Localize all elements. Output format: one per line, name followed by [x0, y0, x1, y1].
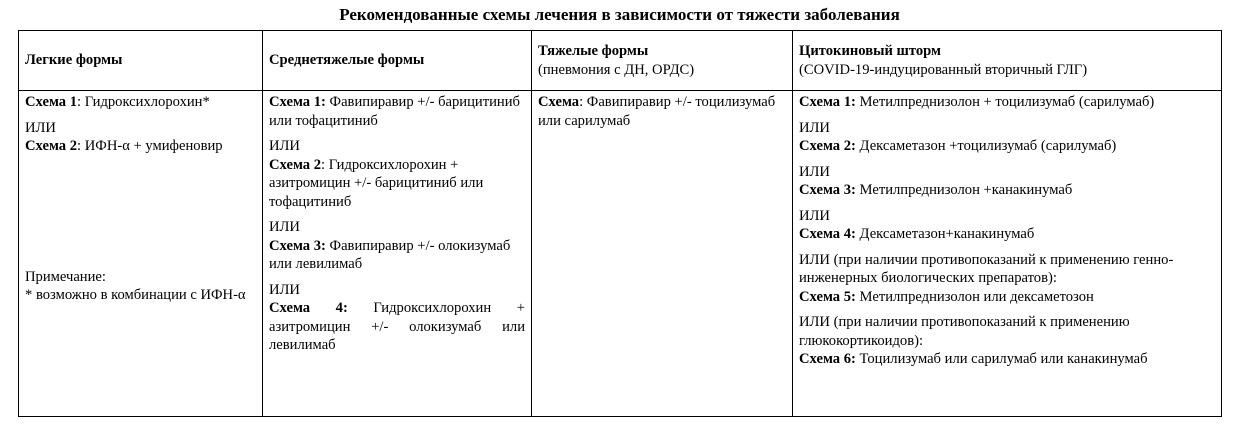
scheme-text: Метилпреднизолон или дексаметозон [855, 288, 1094, 305]
storm-scheme-4 [799, 225, 1215, 244]
or-separator: ИЛИ [269, 138, 300, 154]
page-title: Рекомендованные схемы лечения в зависимости от тяжести заболевания [339, 5, 900, 24]
scheme-label: Схема [538, 94, 580, 110]
scheme-text: Метилпреднизолон +канакинумаб [855, 182, 1073, 198]
storm-scheme-6 [799, 350, 1215, 369]
or-separator: ИЛИ [25, 119, 56, 136]
scheme-label: Схема 3: [799, 182, 856, 198]
mild-scheme-2 [25, 137, 256, 156]
scheme-text: Гидроксихлорохин + азитромицин +/- олокизумаб или левилимаб [269, 300, 525, 353]
cell-mild [19, 91, 263, 417]
cell-cytokine-storm [793, 91, 1222, 417]
header-cytokine-storm [793, 31, 1222, 91]
table-row [19, 91, 1222, 417]
storm-scheme-1 [799, 93, 1215, 112]
header-moderate [263, 31, 532, 91]
severe-scheme [538, 93, 786, 130]
scheme-text: Дексаметазон+канакинумаб [855, 226, 1035, 242]
scheme-label: Схема 2 [269, 156, 322, 173]
scheme-text: Тоцилизумаб или сарилумаб или канакинумаб [855, 351, 1148, 367]
header-storm-subtitle: (COVID-19-индуцированный вторичный ГЛГ) [799, 61, 1088, 78]
table-header-row [19, 31, 1222, 91]
scheme-text: Метилпреднизолон + тоцилизумаб (сарилумаб) [855, 94, 1155, 110]
moderate-scheme-4 [269, 299, 525, 355]
scheme-label: Схема 4: [799, 226, 856, 242]
or-separator: ИЛИ [269, 281, 300, 298]
or-separator: ИЛИ [799, 119, 830, 136]
or-separator: ИЛИ [799, 207, 830, 224]
scheme-label: Схема 1 [25, 94, 78, 110]
scheme-text: : Фавипиравир +/- тоцилизумаб или сарилумаб [538, 94, 776, 129]
header-mild-title: Легкие формы [25, 52, 123, 69]
scheme-label: Схема 1: [269, 94, 326, 110]
moderate-scheme-1 [269, 93, 525, 130]
header-severe-subtitle: (пневмония с ДН, ОРДС) [538, 61, 695, 78]
cell-severe [532, 91, 793, 417]
scheme-text: : Гидроксихлорохин + азитромицин +/- барицитиниб или тофацитиниб [269, 156, 484, 210]
mild-scheme-1 [25, 93, 256, 112]
header-severe-title: Тяжелые формы [538, 43, 649, 59]
scheme-label: Схема 6: [799, 351, 856, 367]
cell-moderate [263, 91, 532, 417]
storm-scheme-5 [799, 288, 1215, 307]
scheme-label: Схема 2 [25, 138, 78, 154]
or-separator-condition: ИЛИ (при наличии противопоказаний к применению глюкокортикоидов): [799, 314, 1130, 349]
scheme-text: Фавипиравир +/- барицитиниб или тофацитиниб [269, 94, 520, 129]
or-separator: ИЛИ [269, 219, 300, 235]
scheme-text: : Гидроксихлорохин* [77, 94, 210, 110]
scheme-label: Схема 1: [799, 94, 856, 110]
note-text: * возможно в комбинации с ИФН-α [25, 287, 246, 303]
moderate-scheme-3 [269, 237, 525, 274]
treatment-regimens-table [18, 30, 1222, 417]
scheme-label: Схема 4: [269, 300, 348, 316]
scheme-label: Схема 5: [799, 288, 856, 305]
scheme-label: Схема 2: [799, 138, 856, 154]
header-severe [532, 31, 793, 91]
header-mild [19, 31, 263, 91]
scheme-text: : ИФН-α + умифеновир [77, 138, 223, 154]
storm-scheme-3 [799, 181, 1215, 200]
header-storm-title: Цитокиновый шторм [799, 43, 941, 59]
header-moderate-title: Среднетяжелые формы [269, 52, 425, 69]
scheme-text: Фавипиравир +/- олокизумаб или левилимаб [269, 237, 511, 272]
moderate-scheme-2 [269, 156, 525, 212]
scheme-label: Схема 3: [269, 237, 326, 254]
scheme-text: Дексаметазон +тоцилизумаб (сарилумаб) [855, 138, 1117, 154]
storm-scheme-2 [799, 137, 1215, 156]
or-separator-condition: ИЛИ (при наличии противопоказаний к применению генно-инженерных биологических препаратов): [799, 251, 1174, 286]
note-title: Примечание: [25, 268, 106, 285]
or-separator: ИЛИ [799, 163, 830, 180]
